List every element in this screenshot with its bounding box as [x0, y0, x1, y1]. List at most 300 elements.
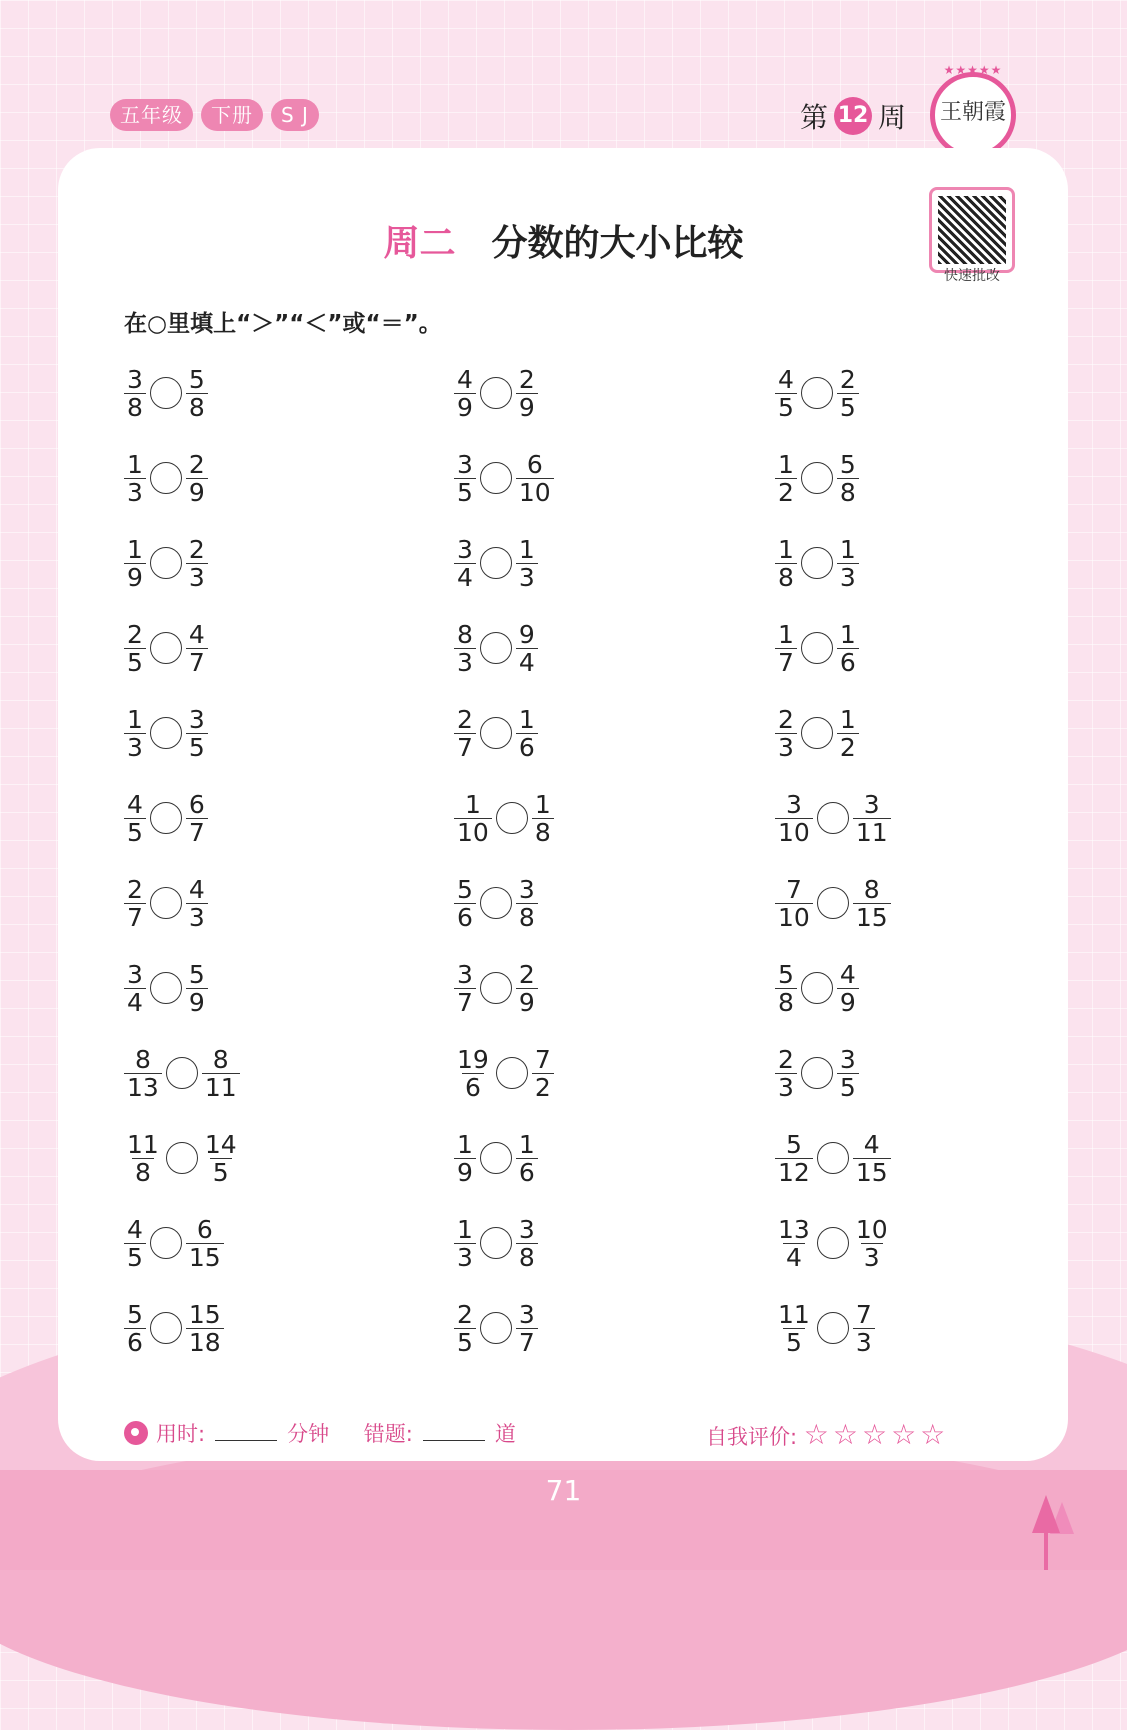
denominator: 9: [454, 1158, 476, 1186]
numerator: 1: [127, 534, 143, 564]
answer-circle[interactable]: [150, 632, 182, 664]
fraction-comparison: [454, 782, 554, 854]
denominator: 7: [124, 903, 146, 931]
left-fraction: [775, 1301, 813, 1356]
left-fraction: [775, 1131, 813, 1186]
denominator: 5: [783, 1328, 805, 1356]
numerator: 9: [518, 619, 535, 649]
denominator: 12: [775, 1158, 813, 1186]
denominator: 3: [775, 1073, 797, 1101]
denominator: 6: [516, 733, 538, 761]
denominator: 5: [186, 733, 208, 761]
numerator: 1: [518, 534, 535, 564]
numerator: 8: [863, 874, 880, 904]
clock-icon: [124, 1421, 148, 1445]
denominator: 11: [202, 1073, 240, 1101]
fraction-comparison: [775, 697, 859, 769]
fraction-comparison: [124, 527, 208, 599]
numerator: 2: [457, 1299, 473, 1329]
fraction-comparison: [124, 1292, 224, 1364]
left-fraction: [124, 451, 146, 506]
arrow-decoration-stem: [1044, 1531, 1048, 1570]
left-fraction: [454, 876, 476, 931]
left-fraction: [124, 621, 146, 676]
fraction-comparison: [454, 1122, 538, 1194]
denominator: 8: [132, 1158, 154, 1186]
denominator: 4: [124, 988, 146, 1016]
left-fraction: [454, 451, 476, 506]
numerator: 5: [778, 959, 794, 989]
rating-stars[interactable]: ☆☆☆☆☆: [803, 1418, 950, 1451]
right-fraction: [186, 961, 208, 1016]
fraction-comparison: [454, 1207, 538, 1279]
right-fraction: [516, 366, 538, 421]
denominator: 7: [775, 648, 797, 676]
right-fraction: [853, 1131, 891, 1186]
denominator: 8: [124, 393, 146, 421]
denominator: 5: [124, 648, 146, 676]
denominator: 15: [853, 903, 891, 931]
denominator: 10: [516, 478, 554, 506]
left-fraction: [124, 1301, 146, 1356]
numerator: 1: [839, 619, 856, 649]
fraction-comparison: [775, 1037, 859, 1109]
fraction-comparison: [775, 442, 859, 514]
answer-circle[interactable]: [480, 632, 512, 664]
answer-circle[interactable]: [496, 802, 528, 834]
denominator: 7: [516, 1328, 538, 1356]
left-fraction: [454, 706, 476, 761]
right-fraction: [837, 706, 859, 761]
denominator: 2: [775, 478, 797, 506]
denominator: 3: [775, 733, 797, 761]
denominator: 4: [516, 648, 538, 676]
qr-code-icon[interactable]: [929, 187, 1015, 273]
right-fraction: [516, 706, 538, 761]
denominator: 5: [210, 1158, 232, 1186]
errors-label: 错题:: [363, 1422, 413, 1446]
left-fraction: [124, 791, 146, 846]
denominator: 10: [775, 818, 813, 846]
time-label: 用时:: [156, 1422, 206, 1446]
errors-blank[interactable]: [423, 1418, 485, 1441]
answer-circle[interactable]: [801, 377, 833, 409]
denominator: 3: [186, 563, 208, 591]
left-fraction: [124, 706, 146, 761]
answer-circle[interactable]: [817, 1142, 849, 1174]
answer-circle[interactable]: [801, 462, 833, 494]
self-rating: [706, 1418, 949, 1451]
answer-circle[interactable]: [817, 1312, 849, 1344]
denominator: 10: [775, 903, 813, 931]
left-fraction: [775, 791, 813, 846]
numerator: 1: [457, 1129, 473, 1159]
fraction-comparison: [775, 952, 859, 1024]
right-fraction: [202, 1046, 240, 1101]
numerator: 13: [778, 1214, 810, 1244]
answer-circle[interactable]: [166, 1057, 198, 1089]
answer-circle[interactable]: [150, 972, 182, 1004]
right-fraction: [837, 1046, 859, 1101]
numerator: 5: [188, 959, 205, 989]
fraction-comparison: [775, 357, 859, 429]
denominator: 4: [783, 1243, 805, 1271]
numerator: 3: [127, 959, 143, 989]
left-fraction: [454, 791, 492, 846]
answer-circle[interactable]: [817, 887, 849, 919]
denominator: 3: [454, 648, 476, 676]
fraction-comparison: [775, 782, 891, 854]
right-fraction: [186, 366, 208, 421]
numerator: 8: [457, 619, 473, 649]
fraction-comparison: [124, 1037, 240, 1109]
brand-seal-logo: [930, 63, 1016, 158]
answer-circle[interactable]: [801, 632, 833, 664]
denominator: 9: [186, 988, 208, 1016]
answer-circle[interactable]: [801, 717, 833, 749]
numerator: 3: [863, 789, 880, 819]
numerator: 6: [526, 449, 543, 479]
numerator: 1: [518, 704, 535, 734]
time-unit: 分钟: [287, 1422, 330, 1446]
numerator: 8: [134, 1044, 151, 1074]
right-fraction: [837, 366, 859, 421]
numerator: 2: [188, 449, 205, 479]
left-fraction: [124, 1131, 162, 1186]
answer-circle[interactable]: [150, 462, 182, 494]
left-fraction: [124, 366, 146, 421]
numerator: 4: [188, 619, 205, 649]
denominator: 3: [124, 478, 146, 506]
fraction-comparison: [454, 612, 538, 684]
denominator: 7: [186, 648, 208, 676]
fraction-comparison: [124, 442, 208, 514]
denominator: 7: [454, 988, 476, 1016]
fraction-comparison: [775, 1122, 891, 1194]
denominator: 3: [186, 903, 208, 931]
fraction-comparison: [454, 442, 554, 514]
qr-label: 快速批改: [944, 268, 1000, 284]
right-fraction: [516, 1301, 538, 1356]
answer-circle[interactable]: [801, 972, 833, 1004]
fraction-comparison: [124, 867, 208, 939]
numerator: 7: [855, 1299, 872, 1329]
week-number: 12: [834, 97, 872, 135]
fraction-comparison: [775, 1207, 891, 1279]
numerator: 6: [188, 789, 205, 819]
right-fraction: [837, 536, 859, 591]
answer-circle[interactable]: [150, 1227, 182, 1259]
left-fraction: [454, 1046, 492, 1101]
fraction-comparison: [124, 612, 208, 684]
fraction-comparison: [124, 952, 208, 1024]
fraction-comparison: [454, 867, 538, 939]
left-fraction: [775, 1046, 797, 1101]
fraction-comparison: [775, 527, 859, 599]
instruction-text: 在○里填上“＞”“＜”或“＝”。: [124, 311, 442, 337]
left-fraction: [124, 536, 146, 591]
numerator: 1: [457, 1214, 473, 1244]
answer-circle[interactable]: [150, 717, 182, 749]
denominator: 8: [186, 393, 208, 421]
numerator: 6: [196, 1214, 213, 1244]
fraction-comparison: [454, 1037, 554, 1109]
right-fraction: [202, 1131, 240, 1186]
denominator: 5: [124, 818, 146, 846]
answer-circle[interactable]: [480, 972, 512, 1004]
numerator: 1: [518, 1129, 535, 1159]
fraction-comparison: [454, 1292, 538, 1364]
numerator: 4: [127, 789, 143, 819]
right-fraction: [186, 1216, 224, 1271]
right-fraction: [853, 1216, 891, 1271]
left-fraction: [454, 1301, 476, 1356]
week-indicator: [800, 96, 906, 136]
right-fraction: [837, 451, 859, 506]
left-fraction: [124, 876, 146, 931]
numerator: 2: [127, 619, 143, 649]
denominator: 3: [853, 1328, 875, 1356]
title-topic: 分数的大小比较: [491, 223, 744, 264]
denominator: 6: [837, 648, 859, 676]
numerator: 1: [534, 789, 551, 819]
right-fraction: [186, 536, 208, 591]
right-fraction: [837, 961, 859, 1016]
errors-unit: 道: [494, 1422, 516, 1446]
right-fraction: [186, 791, 208, 846]
week-suffix: 周: [878, 101, 907, 134]
numerator: 1: [464, 789, 481, 819]
denominator: 15: [853, 1158, 891, 1186]
numerator: 5: [127, 1299, 143, 1329]
answer-circle[interactable]: [480, 547, 512, 579]
denominator: 9: [516, 988, 538, 1016]
denominator: 5: [124, 1243, 146, 1271]
edition-tag: S J: [271, 99, 319, 131]
brand-name: 王朝霞: [939, 100, 1006, 125]
answer-circle[interactable]: [150, 547, 182, 579]
denominator: 10: [454, 818, 492, 846]
numerator: 3: [839, 1044, 856, 1074]
right-fraction: [516, 1216, 538, 1271]
numerator: 3: [457, 534, 473, 564]
right-fraction: [516, 1131, 538, 1186]
answer-circle[interactable]: [480, 1312, 512, 1344]
fraction-comparison: [775, 612, 859, 684]
denominator: 5: [837, 1073, 859, 1101]
left-fraction: [124, 1046, 162, 1101]
denominator: 15: [186, 1243, 224, 1271]
numerator: 7: [534, 1044, 551, 1074]
denominator: 5: [837, 393, 859, 421]
denominator: 7: [454, 733, 476, 761]
left-fraction: [124, 961, 146, 1016]
numerator: 4: [457, 364, 473, 394]
denominator: 5: [775, 393, 797, 421]
denominator: 3: [124, 733, 146, 761]
numerator: 2: [518, 959, 535, 989]
denominator: 5: [454, 1328, 476, 1356]
right-fraction: [516, 876, 538, 931]
denominator: 13: [124, 1073, 162, 1101]
numerator: 3: [188, 704, 205, 734]
right-fraction: [186, 706, 208, 761]
numerator: 3: [785, 789, 802, 819]
fraction-comparison: [124, 697, 208, 769]
denominator: 3: [516, 563, 538, 591]
denominator: 3: [454, 1243, 476, 1271]
left-fraction: [775, 366, 797, 421]
left-fraction: [775, 706, 797, 761]
numerator: 1: [839, 704, 856, 734]
answer-circle[interactable]: [480, 1227, 512, 1259]
denominator: 9: [186, 478, 208, 506]
answer-circle[interactable]: [480, 887, 512, 919]
answer-circle[interactable]: [801, 547, 833, 579]
numerator: 1: [778, 619, 794, 649]
numerator: 2: [127, 874, 143, 904]
denominator: 2: [837, 733, 859, 761]
left-fraction: [775, 621, 797, 676]
fraction-comparison: [124, 357, 208, 429]
fraction-comparison: [454, 357, 538, 429]
right-fraction: [837, 621, 859, 676]
denominator: 9: [837, 988, 859, 1016]
denominator: 8: [516, 903, 538, 931]
answer-circle[interactable]: [480, 462, 512, 494]
right-fraction: [516, 451, 554, 506]
answer-circle[interactable]: [817, 802, 849, 834]
right-fraction: [516, 621, 538, 676]
denominator: 9: [454, 393, 476, 421]
left-fraction: [454, 1216, 476, 1271]
numerator: 3: [457, 449, 473, 479]
answer-circle[interactable]: [150, 1312, 182, 1344]
rating-label: 自我评价:: [706, 1425, 798, 1449]
numerator: 3: [518, 874, 535, 904]
answer-circle[interactable]: [801, 1057, 833, 1089]
fraction-comparison: [454, 527, 538, 599]
left-fraction: [775, 451, 797, 506]
denominator: 4: [454, 563, 476, 591]
answer-circle[interactable]: [150, 887, 182, 919]
numerator: 15: [188, 1299, 221, 1329]
denominator: 6: [454, 903, 476, 931]
right-fraction: [532, 791, 554, 846]
volume-tag: 下册: [201, 99, 263, 131]
numerator: 1: [778, 449, 794, 479]
numerator: 1: [778, 534, 794, 564]
fraction-comparison: [124, 1207, 224, 1279]
answer-circle[interactable]: [480, 1142, 512, 1174]
answer-circle[interactable]: [496, 1057, 528, 1089]
right-fraction: [516, 961, 538, 1016]
numerator: 4: [863, 1129, 880, 1159]
left-fraction: [454, 961, 476, 1016]
left-fraction: [775, 536, 797, 591]
left-fraction: [454, 1131, 476, 1186]
right-fraction: [186, 1301, 224, 1356]
arrow-decoration-icon: [1032, 1495, 1060, 1533]
numerator: 3: [518, 1299, 535, 1329]
denominator: 6: [124, 1328, 146, 1356]
answer-circle[interactable]: [817, 1227, 849, 1259]
numerator: 3: [457, 959, 473, 989]
numerator: 5: [839, 449, 856, 479]
left-fraction: [454, 366, 476, 421]
left-fraction: [775, 1216, 813, 1271]
page-number: 71: [545, 1474, 582, 1507]
right-fraction: [186, 876, 208, 931]
answer-circle[interactable]: [150, 377, 182, 409]
denominator: 8: [837, 478, 859, 506]
right-fraction: [532, 1046, 554, 1101]
denominator: 8: [775, 988, 797, 1016]
denominator: 6: [516, 1158, 538, 1186]
denominator: 9: [124, 563, 146, 591]
answer-circle[interactable]: [166, 1142, 198, 1174]
numerator: 1: [839, 534, 856, 564]
denominator: 8: [516, 1243, 538, 1271]
left-fraction: [124, 1216, 146, 1271]
numerator: 8: [212, 1044, 229, 1074]
right-fraction: [853, 791, 891, 846]
numerator: 3: [518, 1214, 535, 1244]
denominator: 3: [837, 563, 859, 591]
fraction-comparison: [775, 867, 891, 939]
fraction-comparison: [124, 1122, 240, 1194]
numerator: 7: [785, 874, 802, 904]
numerator: 2: [778, 704, 794, 734]
time-and-errors: [124, 1418, 516, 1448]
answer-circle[interactable]: [480, 377, 512, 409]
fraction-comparison: [775, 1292, 875, 1364]
numerator: 5: [785, 1129, 802, 1159]
numerator: 19: [457, 1044, 489, 1074]
numerator: 5: [188, 364, 205, 394]
numerator: 2: [778, 1044, 794, 1074]
right-fraction: [186, 451, 208, 506]
numerator: 4: [778, 364, 794, 394]
denominator: 8: [532, 818, 554, 846]
denominator: 2: [532, 1073, 554, 1101]
numerator: 2: [518, 364, 535, 394]
denominator: 11: [853, 818, 891, 846]
numerator: 1: [127, 449, 143, 479]
numerator: 2: [839, 364, 856, 394]
numerator: 3: [127, 364, 143, 394]
grade-tags: [110, 99, 319, 131]
numerator: 10: [855, 1214, 888, 1244]
denominator: 7: [186, 818, 208, 846]
denominator: 3: [861, 1243, 883, 1271]
denominator: 8: [775, 563, 797, 591]
right-fraction: [186, 621, 208, 676]
left-fraction: [775, 961, 797, 1016]
left-fraction: [775, 876, 813, 931]
time-blank[interactable]: [215, 1418, 277, 1441]
numerator: 11: [778, 1299, 810, 1329]
week-prefix: 第: [800, 101, 829, 134]
answer-circle[interactable]: [480, 717, 512, 749]
answer-circle[interactable]: [150, 802, 182, 834]
numerator: 14: [204, 1129, 237, 1159]
numerator: 4: [839, 959, 856, 989]
right-fraction: [516, 536, 538, 591]
numerator: 4: [188, 874, 205, 904]
denominator: 18: [186, 1328, 224, 1356]
numerator: 2: [188, 534, 205, 564]
